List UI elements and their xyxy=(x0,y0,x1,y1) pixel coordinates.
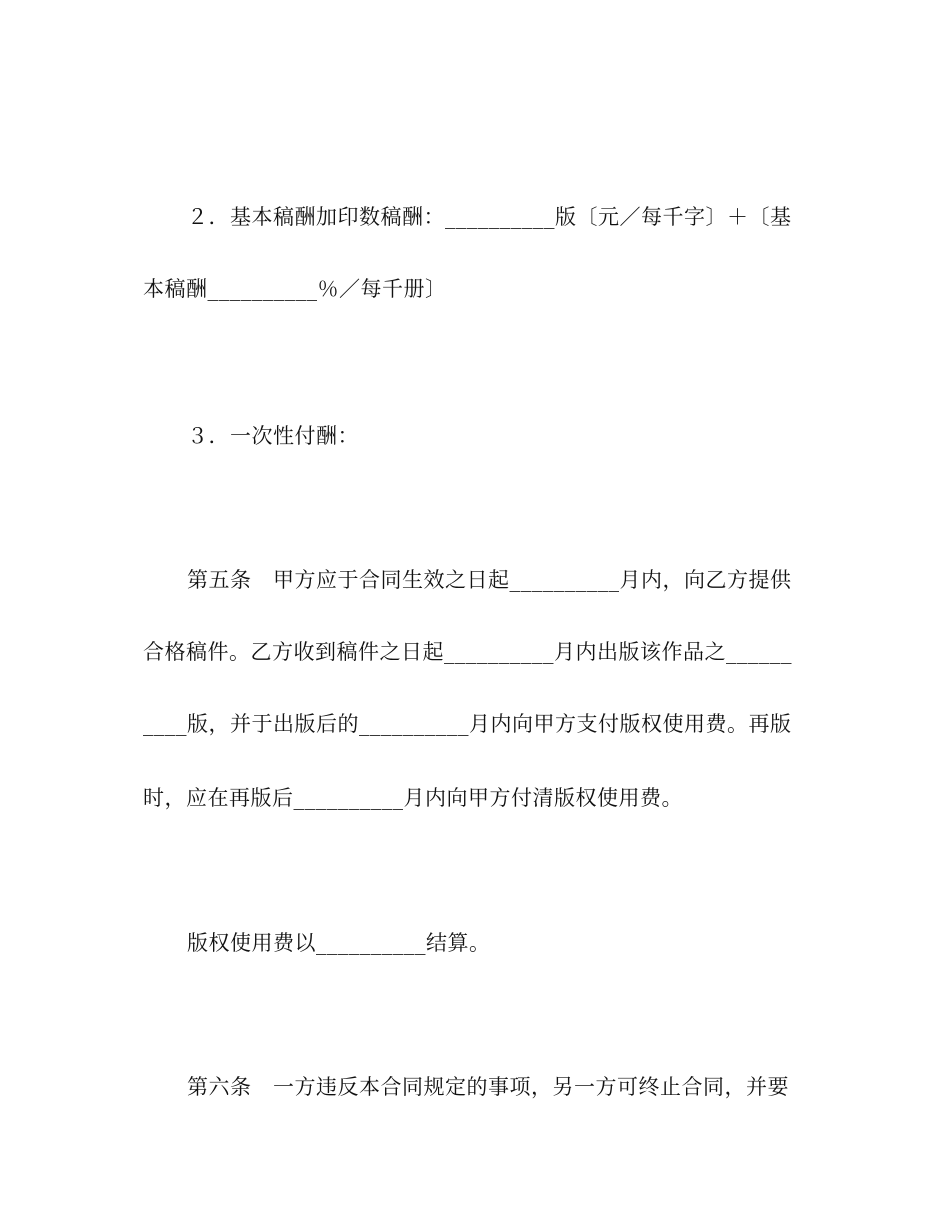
clause-5-line-3: ____版，并于出版后的__________月内向甲方支付版权使用费。再版 xyxy=(143,712,792,736)
clause-4-item-2-line-1: ２．基本稿酬加印数稿酬：__________版〔元／每千字〕＋〔基 xyxy=(187,205,792,229)
clause-5-line-1: 第五条 甲方应于合同生效之日起__________月内，向乙方提供 xyxy=(187,568,792,592)
clause-5-line-4: 时，应在再版后__________月内向甲方付清版权使用费。 xyxy=(143,786,683,810)
clause-4-item-2-line-2: 本稿酬__________％／每千册〕 xyxy=(143,277,447,301)
clause-6-line-1: 第六条 一方违反本合同规定的事项，另一方可终止合同，并要 xyxy=(187,1075,789,1099)
clause-5-line-2: 合格稿件。乙方收到稿件之日起__________月内出版该作品之______ xyxy=(143,640,792,664)
royalty-settlement-line: 版权使用费以__________结算。 xyxy=(187,931,491,955)
clause-4-item-3: ３．一次性付酬： xyxy=(187,424,359,448)
